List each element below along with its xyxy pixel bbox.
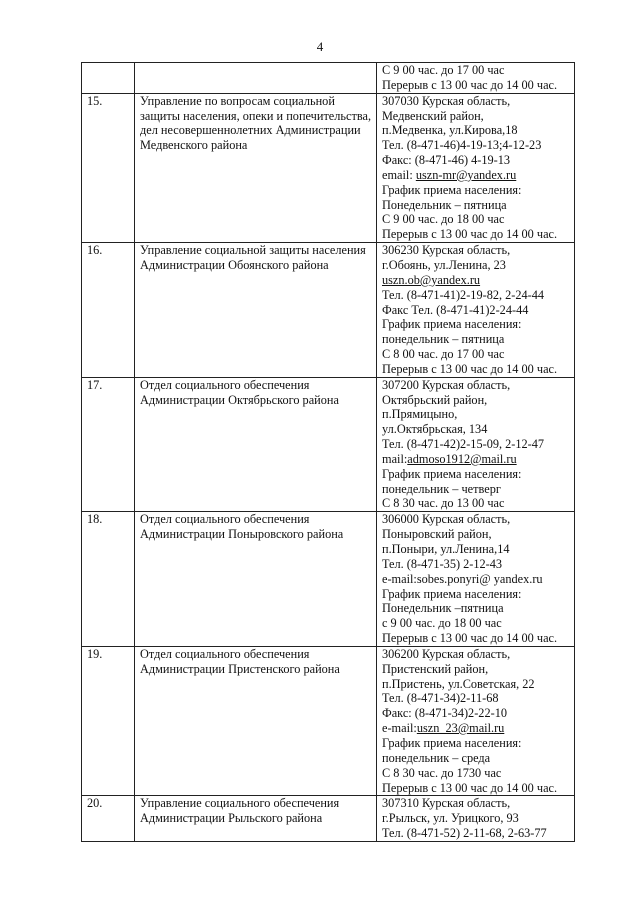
contact-text: С 9 00 час. до 17 00 час [382,63,505,77]
contact-text: 307310 Курская область, [382,796,511,811]
row-number: 16. [82,243,135,378]
contact-text: С 9 00 час. до 18 00 час [382,212,505,227]
office-name: Отдел социального обеспечения Администрации Октябрьского района [140,377,339,407]
contact-line [382,362,571,377]
contact-line [382,542,571,557]
contact-text: г.Обоянь, ул.Ленина, 23 [382,257,506,272]
contact-line [382,393,571,408]
contact-text: email: [382,167,416,182]
contact-text: г.Рыльск, ул. Урицкого, 93 [382,811,519,826]
contact-text: Понедельник –пятница [382,601,504,616]
contact-line [382,631,571,646]
contact-line [382,243,571,258]
contact-text: понедельник – четверг [382,481,501,496]
email-link[interactable]: uszn_23@mail.ru [416,721,505,736]
table-row [82,93,575,242]
contact-text: График приема населения: [382,735,522,750]
office-name-cell [135,93,377,242]
contact-text: Тел. (8-471-41)2-19-82, 2-24-44 [382,287,545,302]
row-number: 20. [82,796,135,842]
office-contact-cell [377,63,575,94]
contact-text: Тел. (8-471-42)2-15-09, 2-12-47 [382,437,545,452]
contact-line [382,153,571,168]
office-contact-cell [377,93,575,242]
table-row [82,377,575,512]
office-name-cell [135,63,377,94]
office-contact-cell [377,512,575,647]
contact-line [382,736,571,751]
contact-line [382,811,571,826]
contact-line [382,378,571,393]
contact-line [382,63,571,78]
office-name-cell [135,377,377,512]
contact-line [382,168,571,183]
contact-line [382,273,571,288]
contact-text: понедельник – среда [382,750,491,765]
contact-text: п.Пристень, ул.Советская, 22 [382,676,535,691]
office-contact-cell [377,243,575,378]
contact-text: Перерыв с 13 00 час до 14 00 час. [382,631,558,646]
contact-text: Октябрьский район, [382,392,488,407]
contact-text: Тел. (8-471-46)4-19-13;4-12-23 [382,138,542,153]
contact-text: Перерыв с 13 00 час до 14 00 час. [382,227,558,242]
office-name: Отдел социального обеспечения Администрации Поныровского района [140,512,344,542]
contact-text: 307200 Курская область, [382,377,511,392]
contact-text: ул.Октябрьская, 134 [382,422,488,437]
contact-text: Факс: (8-471-46) 4-19-13 [382,153,511,168]
row-number: 19. [82,646,135,795]
contact-line [382,317,571,332]
contact-line [382,662,571,677]
contact-line [382,109,571,124]
contact-line [382,183,571,198]
contact-text: С 8 00 час. до 17 00 час [382,347,505,362]
contact-line [382,212,571,227]
contact-text: С 8 30 час. до 13 00 час [382,496,505,511]
contact-line [382,258,571,273]
contact-text: Медвенский район, [382,108,484,123]
contact-line [382,332,571,347]
contact-line [382,123,571,138]
contact-text: с 9 00 час. до 18 00 час [382,616,502,631]
contact-text: Перерыв с 13 00 час до 14 00 час. [382,780,558,795]
row-number: 18. [82,512,135,647]
office-name-cell [135,646,377,795]
contact-line [382,288,571,303]
contact-text: п.Медвенка, ул.Кирова,18 [382,123,518,138]
contact-line [382,227,571,242]
contact-text: График приема населения: [382,466,522,481]
contact-text: 306230 Курская область, [382,243,511,258]
office-contact-cell [377,646,575,795]
contact-line [382,677,571,692]
offices-table-body [82,63,575,842]
contact-line [382,721,571,736]
contact-line [382,572,571,587]
office-name: Отдел социального обеспечения Администрации Пристенского района [140,646,340,676]
contact-text: п.Прямицыно, [382,407,458,422]
contact-text: Поныровский район, [382,527,492,542]
contact-line [382,601,571,616]
row-number: 17. [82,377,135,512]
contact-text: Пристенский район, [382,661,489,676]
table-row [82,63,575,94]
contact-line [382,616,571,631]
table-row [82,512,575,647]
contact-line [382,437,571,452]
contact-line [382,303,571,318]
contact-line [382,766,571,781]
contact-line [382,781,571,796]
email-link[interactable]: uszn-mr@yandex.ru [415,167,517,182]
office-contact-cell [377,377,575,512]
contact-line [382,557,571,572]
contact-text: График приема населения: [382,182,522,197]
office-name: Управление социального обеспечения Администрации Рыльского района [140,796,340,826]
office-name-cell [135,512,377,647]
contact-line [382,198,571,213]
contact-text: Понедельник – пятница [382,197,507,212]
contact-line [382,347,571,362]
contact-text: 306200 Курская область, [382,646,511,661]
email-link[interactable]: admoso1912@mail.ru [407,451,517,466]
contact-text: п.Поныри, ул.Ленина,14 [382,542,510,556]
contact-line [382,826,571,841]
table-row [82,243,575,378]
contact-line [382,482,571,497]
contact-text: e-mail: [382,721,417,736]
contact-text: e-mail:sobes.ponyri@ yandex.ru [382,571,543,586]
contact-line [382,751,571,766]
contact-line [382,467,571,482]
contact-text: Факс: (8-471-34)2-22-10 [382,706,507,721]
contact-text: Перерыв с 13 00 час до 14 00 час. [382,361,558,376]
table-row [82,646,575,795]
office-contact-cell [377,796,575,842]
page-number: 4 [316,39,324,54]
office-name: Управление по вопросам социальной защиты населения, опеки и попечительства, дел несовершеннолетних Администрации Медвенского района [140,93,372,153]
contact-text: Тел. (8-471-35) 2-12-43 [382,556,503,571]
contact-line [382,407,571,422]
offices-table [81,62,575,842]
contact-line [382,138,571,153]
contact-text: Тел. (8-471-52) 2-11-68, 2-63-77 [382,826,547,841]
contact-line [382,691,571,706]
contact-line [382,527,571,542]
contact-line [382,587,571,602]
contact-line [382,94,571,109]
contact-line [382,496,571,511]
contact-text: понедельник – пятница [382,332,505,347]
office-name: Управление социальной защиты населения Администрации Обоянского района [140,243,366,272]
contact-text: С 8 30 час. до 1730 час [382,765,502,780]
contact-line [382,796,571,811]
contact-text: График приема населения: [382,317,522,332]
contact-line [382,452,571,467]
contact-line [382,422,571,437]
table-row [82,796,575,842]
row-number: 15. [82,93,135,242]
contact-text: 307030 Курская область, [382,93,511,108]
contact-line [382,512,571,527]
office-name-cell [135,796,377,842]
contact-text: 306000 Курская область, [382,512,511,527]
contact-text: График приема населения: [382,586,522,601]
email-link[interactable]: uszn.ob@yandex.ru [382,272,481,287]
contact-line [382,78,571,93]
row-number [82,63,135,94]
contact-line [382,706,571,721]
office-name-cell [135,243,377,378]
contact-line [382,647,571,662]
contact-text: mail: [382,451,408,466]
contact-text: Факс Тел. (8-471-41)2-24-44 [382,302,529,317]
contact-text: Тел. (8-471-34)2-11-68 [382,691,499,706]
contact-text: Перерыв с 13 00 час до 14 00 час. [382,77,558,92]
